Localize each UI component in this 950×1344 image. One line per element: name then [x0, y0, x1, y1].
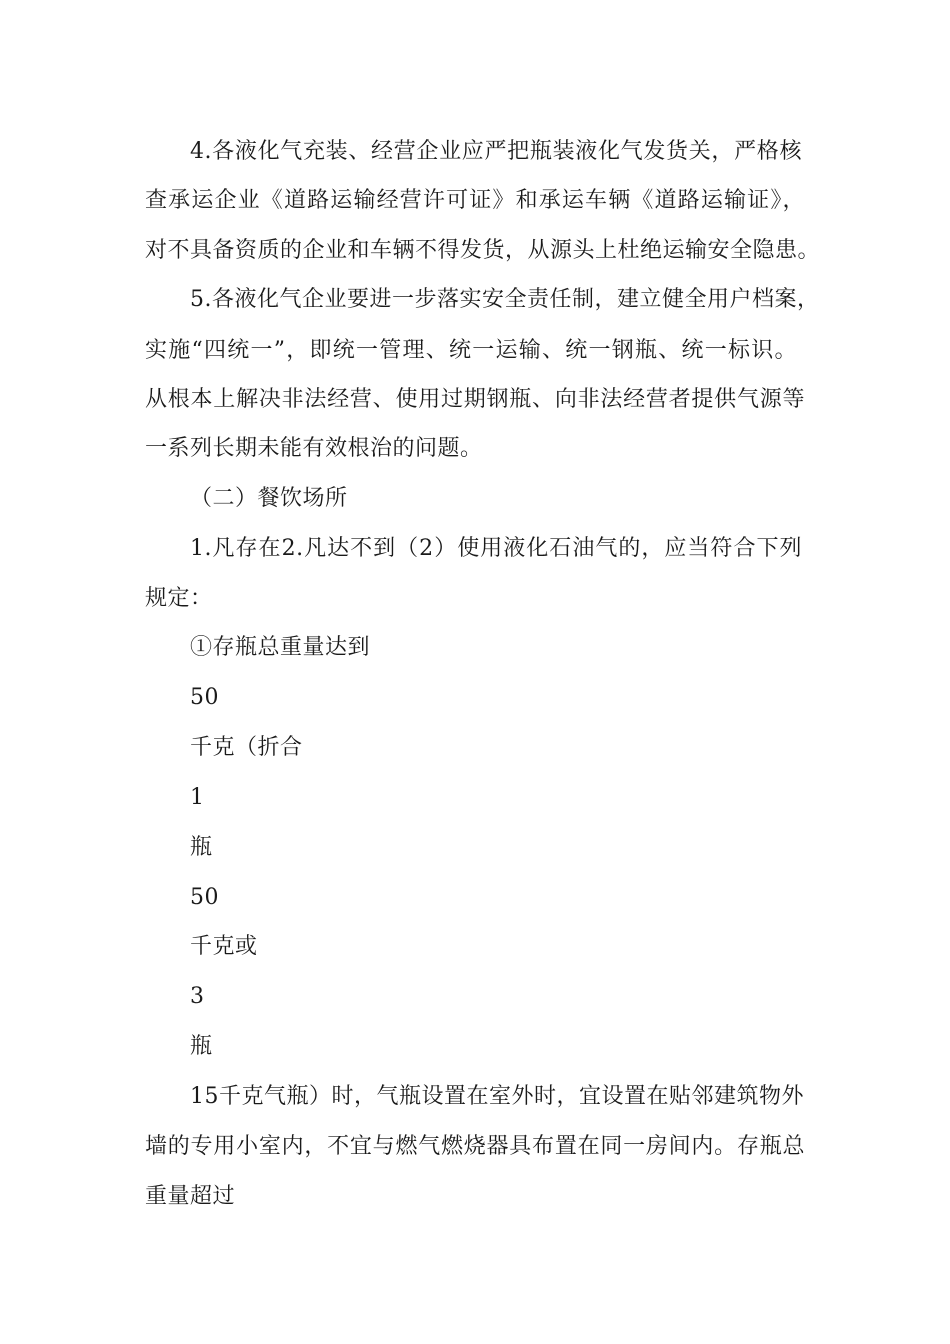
fragment-line: 3 — [190, 984, 205, 1009]
paragraph-4-line-2: 查承运企业《道路运输经营许可证》和承运车辆《道路运输证》， — [145, 188, 805, 213]
paragraph-line: 墙的专用小室内，不宜与燃气燃烧器具布置在同一房间内。存瓶总 — [145, 1134, 805, 1159]
paragraph-4-line-1: 4.各液化气充装、经营企业应严把瓶装液化气发货关，严格核 — [190, 139, 802, 164]
paragraph-5-line-2: 实施“四统一”，即统一管理、统一运输、统一钢瓶、统一标识。 — [145, 338, 797, 363]
fragment-line: 50 — [190, 685, 219, 710]
paragraph-5-line-3: 从根本上解决非法经营、使用过期钢瓶、向非法经营者提供气源等 — [145, 387, 805, 412]
item-1-line-2: 规定： — [145, 586, 213, 611]
fragment-line: 千克（折合 — [190, 735, 303, 760]
fragment-line: 千克或 — [190, 934, 258, 959]
fragment-line: 瓶 — [190, 835, 213, 860]
paragraph-5-line-1: 5.各液化气企业要进一步落实安全责任制，建立健全用户档案， — [190, 287, 820, 312]
item-1-line-1: 1.凡存在2.凡达不到（2）使用液化石油气的，应当符合下列 — [190, 536, 802, 561]
fragment-line: 50 — [190, 885, 219, 910]
paragraph-5-line-4: 一系列长期未能有效根治的问题。 — [145, 436, 483, 461]
paragraph-line: 重量超过 — [145, 1184, 236, 1209]
paragraph-4-line-3: 对不具备资质的企业和车辆不得发货，从源头上杜绝运输安全隐患。 — [145, 238, 821, 263]
paragraph-line: 15千克气瓶）时，气瓶设置在室外时，宜设置在贴邻建筑物外 — [190, 1084, 804, 1109]
fragment-line: 1 — [190, 785, 205, 810]
fragment-line: ①存瓶总重量达到 — [190, 635, 371, 660]
fragment-line: 瓶 — [190, 1034, 213, 1059]
section-heading: （二）餐饮场所 — [190, 486, 348, 511]
